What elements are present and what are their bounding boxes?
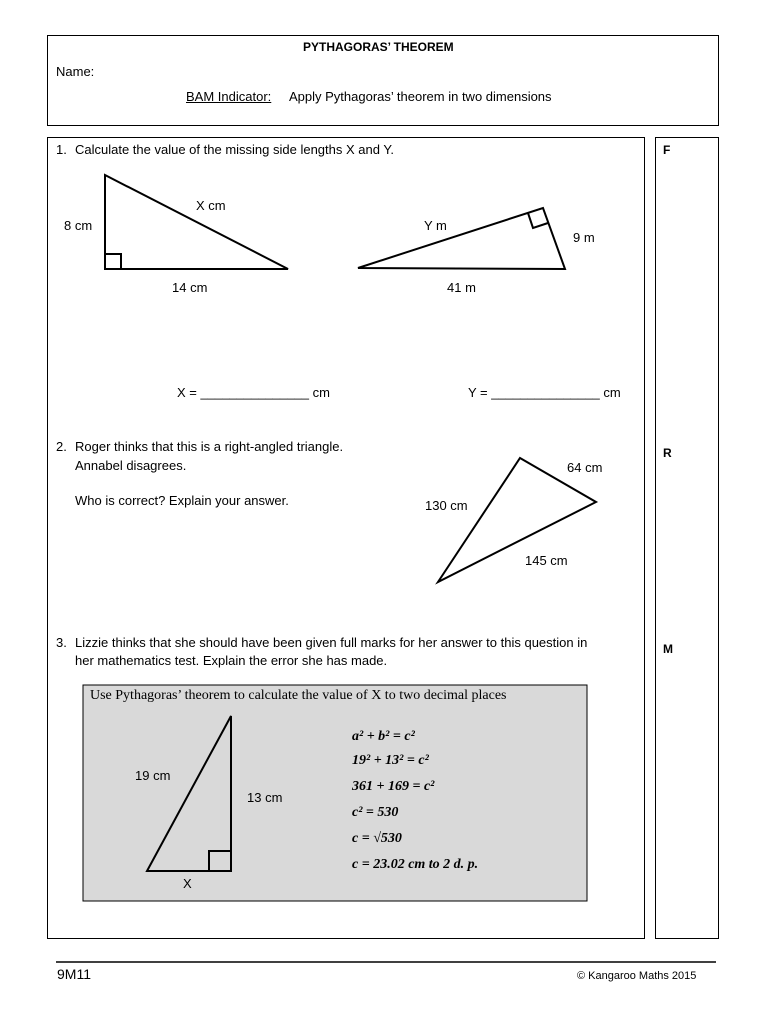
- q2-line3: Who is correct? Explain your answer.: [75, 493, 289, 508]
- q3-line1: Lizzie thinks that she should have been given full marks for her answer to this question in: [75, 635, 588, 650]
- q2-line1: Roger thinks that this is a right-angled triangle.: [75, 439, 344, 454]
- q2-triangle: [438, 458, 596, 582]
- name-label: Name:: [56, 64, 95, 79]
- q1-tri1-base-label: 14 cm: [172, 280, 208, 295]
- q3-line2: her mathematics test. Explain the error she has made.: [75, 653, 388, 668]
- q3-tri-base-label: X: [183, 876, 192, 891]
- q1-triangle-2: [358, 208, 565, 269]
- q3-step-1: a² + b² = c²: [352, 729, 415, 744]
- q3-box-title: Use Pythagoras’ theorem to calculate the value of X to two decimal places: [90, 688, 507, 703]
- q1-tri2-short-label: 9 m: [573, 230, 595, 245]
- footer-code: 9M11: [57, 966, 91, 982]
- q3-number: 3.: [56, 635, 67, 650]
- answer-x-unit: cm: [312, 385, 330, 400]
- page-title: PYTHAGORAS’ THEOREM: [303, 40, 454, 54]
- grade-m: M: [663, 642, 673, 656]
- q2-side-c-label: 145 cm: [525, 553, 568, 568]
- q3-tri-hyp-label: 19 cm: [135, 768, 171, 783]
- q1-tri1-hyp-label: X cm: [196, 198, 226, 213]
- q2-side-b-label: 130 cm: [425, 498, 468, 513]
- answer-x-blank[interactable]: _______________: [200, 385, 309, 400]
- q3-step-3: 361 + 169 = c²: [352, 779, 435, 794]
- q3-worked-box: [83, 685, 587, 901]
- q3-step-2: 19² + 13² = c²: [352, 753, 429, 768]
- answer-y-unit: cm: [603, 385, 621, 400]
- answer-y-label: Y =: [468, 385, 492, 400]
- q1-tri2-hyp-label: Y m: [424, 218, 447, 233]
- grade-r: R: [663, 446, 672, 460]
- q1-tri1-left-label: 8 cm: [64, 218, 93, 233]
- q3-step-6: c = 23.02 cm to 2 d. p.: [352, 857, 479, 872]
- q2-number: 2.: [56, 439, 67, 454]
- q2-line2: Annabel disagrees.: [75, 458, 187, 473]
- answer-x-label: X =: [177, 385, 201, 400]
- q1-text: Calculate the value of the missing side lengths X and Y.: [75, 142, 394, 157]
- footer-copyright: © Kangaroo Maths 2015: [577, 970, 697, 982]
- q1-tri2-base-label: 41 m: [447, 280, 476, 295]
- q1-number: 1.: [56, 142, 67, 157]
- answer-y: [468, 386, 621, 400]
- bam-indicator-label: BAM Indicator:: [186, 89, 272, 104]
- q2-side-a-label: 64 cm: [567, 460, 603, 475]
- answer-y-blank[interactable]: _______________: [491, 385, 600, 400]
- answer-x: [177, 386, 330, 400]
- q3-step-4: c² = 530: [352, 805, 399, 820]
- q1-triangle-1: [105, 175, 288, 269]
- q3-step-5: c = √530: [352, 831, 402, 846]
- q3-tri-vert-label: 13 cm: [247, 790, 283, 805]
- q1-triangle-1-right-angle: [105, 254, 121, 269]
- bam-indicator-text: Apply Pythagoras’ theorem in two dimensions: [289, 89, 552, 104]
- grade-f: F: [663, 143, 671, 157]
